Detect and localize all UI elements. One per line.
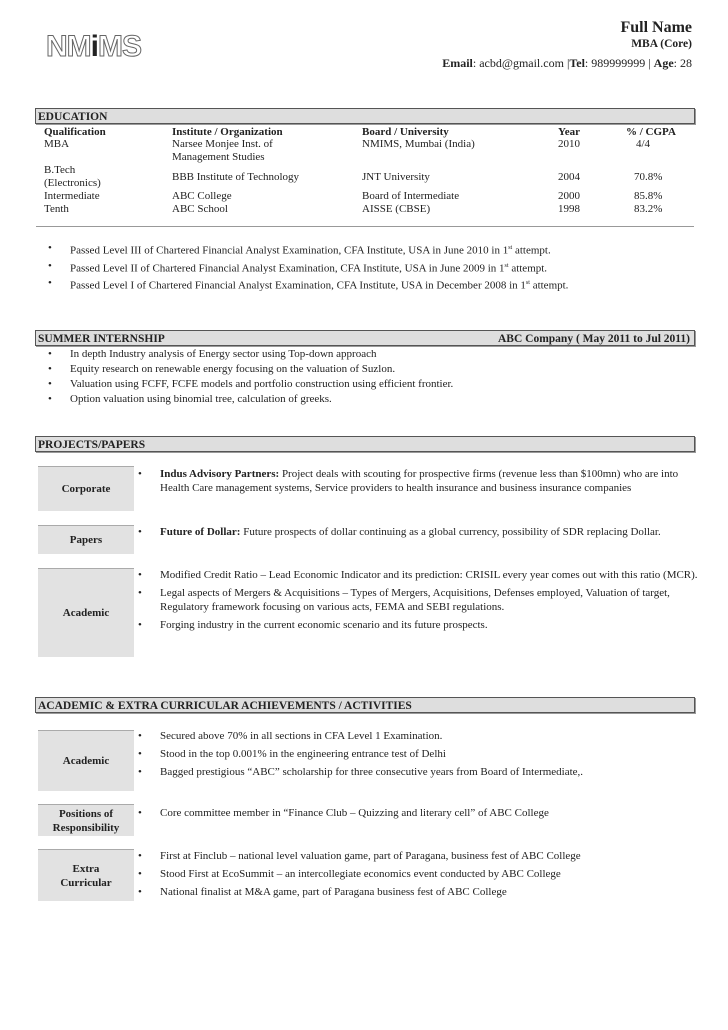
cell: 4/4 [636, 138, 651, 150]
list-item: • Equity research on renewable energy focusing on the valuation of Suzlon. [38, 362, 698, 377]
cell: ABC School [172, 203, 228, 215]
col-header: Qualification [44, 126, 106, 138]
age: 28 [680, 56, 692, 70]
email-label: Email [442, 56, 473, 70]
col-header: Institute / Organization [172, 126, 283, 138]
cell: NMIMS, Mumbai (India) [362, 138, 475, 150]
label-corporate: Corporate [38, 466, 134, 511]
col-header: Board / University [362, 126, 449, 138]
papers-list [128, 525, 698, 543]
list-item: • Future of Dollar: Future prospects of dollar continuing as a global currency, possibility of SDR replacing Dollar. [128, 525, 698, 539]
col-header: Year [558, 126, 580, 138]
nmims-logo: NMiMS [46, 30, 141, 63]
tel-label: Tel [569, 56, 585, 70]
projects-header: PROJECTS/PAPERS [35, 436, 695, 452]
list-item: • Option valuation using binomial tree, calculation of greeks. [38, 392, 698, 407]
table-header [44, 126, 684, 138]
internship-list [38, 347, 698, 407]
list-item: • Forging industry in the current economic scenario and its future prospects. [128, 618, 698, 632]
list-item: • First at Finclub – national level valuation game, part of Paragana, business fest of ABC College [128, 849, 698, 863]
list-item: • Passed Level I of Chartered Financial Analyst Examination, CFA Institute, USA in December 2008 in 1st attempt. [38, 276, 698, 294]
list-item: • Valuation using FCFF, FCFE models and portfolio construction using efficient frontier. [38, 377, 698, 392]
cell: 85.8% [634, 190, 663, 202]
cell: 83.2% [634, 203, 663, 215]
age-label: Age [653, 56, 674, 70]
academic-achievements-list [128, 729, 698, 783]
cell: AISSE (CBSE) [362, 203, 431, 215]
section-title: SUMMER INTERNSHIP [38, 333, 165, 345]
cell: 2000 [558, 190, 580, 202]
academic-projects-list [128, 568, 698, 636]
internship-company: ABC Company ( May 2011 to Jul 2011) [498, 333, 690, 345]
cell: Board of Intermediate [362, 190, 460, 202]
education-header: EDUCATION [35, 108, 695, 124]
cell: 1998 [558, 203, 580, 215]
degree: MBA (Core) [631, 38, 692, 50]
list-item: • Core committee member in “Finance Club – Quizzing and literary cell” of ABC College [128, 806, 698, 820]
list-item: • Passed Level II of Chartered Financial Analyst Examination, CFA Institute, USA in June 2009 in 1st attempt. [38, 259, 698, 277]
label-papers: Papers [38, 525, 134, 554]
cell: B.Tech (Electronics) [44, 164, 101, 189]
table-row [44, 164, 684, 190]
full-name: Full Name [620, 19, 692, 36]
list-item: • Bagged prestigious “ABC” scholarship for three consecutive years from Board of Intermediate,. [128, 765, 698, 779]
cell: 70.8% [634, 170, 663, 183]
corporate-list [128, 467, 698, 499]
list-item: • National finalist at M&A game, part of Paragana business fest of ABC College [128, 885, 698, 899]
email: acbd@gmail.com [479, 56, 564, 70]
cell: JNT University [362, 170, 430, 183]
list-item: • Secured above 70% in all sections in CFA Level 1 Examination. [128, 729, 698, 743]
cell: Intermediate [44, 190, 100, 202]
table-row [44, 203, 684, 216]
table-row [44, 138, 684, 164]
list-item: • Modified Credit Ratio – Lead Economic Indicator and its prediction: CRISIL every year comes out with this ratio (MCR). [128, 568, 698, 582]
achievements-header: ACADEMIC & EXTRA CURRICULAR ACHIEVEMENTS / ACTIVITIES [35, 697, 695, 713]
positions-list [128, 806, 698, 824]
education-table [44, 126, 684, 216]
list-item: • Indus Advisory Partners: Project deals with scouting for prospective firms (revenue less than $100mn) who are into Health Care management systems, Service providers to health insurance and business insurance companies [128, 467, 698, 495]
cell: BBB Institute of Technology [172, 170, 300, 183]
divider [36, 226, 694, 227]
col-header: % / CGPA [626, 126, 676, 138]
list-item: • Stood First at EcoSummit – an intercollegiate economics event conducted by ABC College [128, 867, 698, 881]
cfa-list [38, 241, 698, 294]
list-item: • Passed Level III of Chartered Financial Analyst Examination, CFA Institute, USA in June 2010 in 1st attempt. [38, 241, 698, 259]
table-row [44, 190, 684, 203]
list-item: • In depth Industry analysis of Energy sector using Top-down approach [38, 347, 698, 362]
cell: 2004 [558, 170, 580, 183]
label-academic-achievements: Academic [38, 730, 134, 791]
cell: 2010 [558, 138, 580, 150]
extra-curricular-list [128, 849, 698, 903]
label-positions: Positions of Responsibility [38, 804, 134, 836]
list-item: • Stood in the top 0.001% in the engineering entrance test of Delhi [128, 747, 698, 761]
tel: 989999999 [591, 56, 646, 70]
label-extra-curricular: Extra Curricular [38, 849, 134, 901]
cell: Tenth [44, 203, 69, 215]
contact-line: Email: acbd@gmail.com |Tel: 989999999 | Age: 28 [442, 56, 692, 70]
label-academic: Academic [38, 568, 134, 657]
cell: Narsee Monjee Inst. of Management Studies [172, 138, 273, 163]
list-item: • Legal aspects of Mergers & Acquisitions – Types of Mergers, Acquisitions, Defenses employed, Valuation of target, Regulatory framework focusing on various acts, FEMA and SEBI regulations. [128, 586, 698, 614]
cell: ABC College [172, 190, 232, 202]
internship-header [35, 330, 695, 346]
cell: MBA [44, 138, 70, 150]
